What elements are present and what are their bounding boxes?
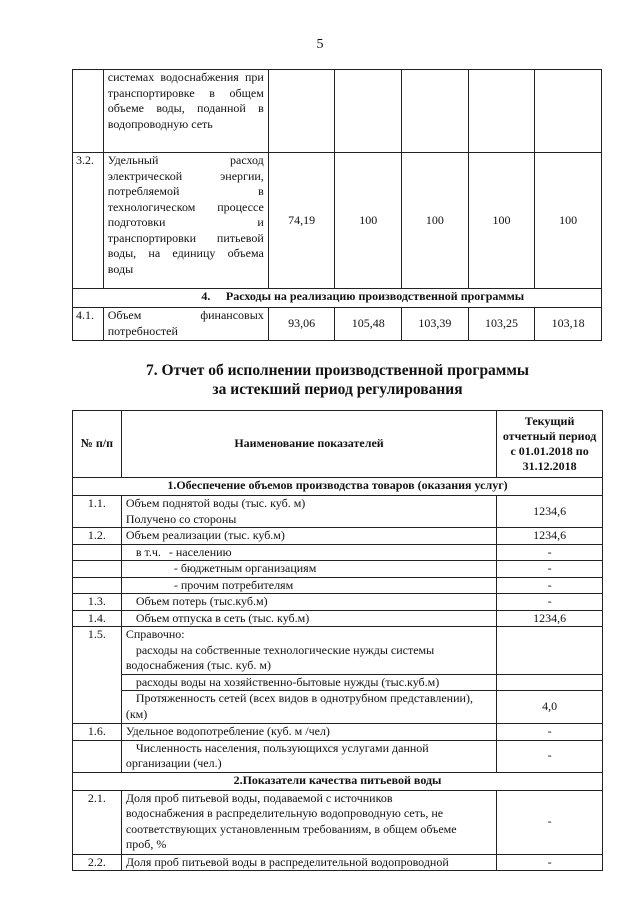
indicator-name: Объем финансовых потребностей (103, 308, 268, 341)
header-name: Наименование показателей (121, 411, 496, 478)
row-number (73, 70, 104, 153)
row-number: 3.2. (73, 153, 104, 289)
table-row (73, 724, 603, 741)
row-number: 1.1. (73, 496, 122, 528)
value-cell: 105,48 (335, 308, 402, 341)
table-row (73, 496, 603, 528)
indicator-name: системах водоснабжения при транспортировке в общем объеме воды, поданной в водопроводную сеть (103, 70, 268, 153)
indicator-name (121, 544, 496, 561)
table-row (73, 854, 603, 871)
indicator-prefix: в т.ч. (135, 544, 161, 559)
table-row (73, 153, 602, 289)
indicator-name (121, 496, 496, 528)
indicator-name: Численность населения, пользующихся услугами данной организации (чел.) (121, 740, 496, 772)
value-cell: 1234,6 (497, 528, 603, 545)
indicator-line: Справочно: (125, 627, 185, 641)
section-heading (0, 361, 640, 399)
section-number: 4. (201, 289, 211, 303)
table-row (73, 544, 603, 561)
table-row (73, 308, 602, 341)
value-cell: - (497, 544, 603, 561)
value-cell: - (497, 790, 603, 854)
heading-line-1: 7. Отчет об исполнении производственной программы (145, 362, 530, 379)
value-cell: 103,25 (468, 308, 535, 341)
header-number: № п/п (73, 411, 122, 478)
value-cell: - (497, 854, 603, 871)
value-cell: - (497, 561, 603, 578)
indicator-name: Доля проб питьевой воды в распределительной водопроводной (121, 854, 496, 871)
indicator-sub: - населению (168, 544, 232, 559)
table-row (73, 627, 603, 675)
table-row (73, 674, 603, 691)
row-number: 2.2. (73, 854, 122, 871)
heading-line-2: за истекший период регулирования (212, 381, 463, 398)
value-cell: 100 (535, 153, 602, 289)
value-cell: - (497, 594, 603, 611)
value-cell: - (497, 724, 603, 741)
indicator-name: Объем потерь (тыс.куб.м) (121, 594, 496, 611)
report-table (72, 410, 603, 871)
value-cell: 100 (468, 153, 535, 289)
value-cell: - (497, 740, 603, 772)
table-row (73, 691, 603, 724)
indicator-name: расходы воды на хозяйственно-бытовые нужды (тыс.куб.м) (121, 674, 496, 691)
table-row (73, 70, 602, 153)
header-period: Текущий отчетный период с 01.01.2018 по 31.12.2018 (497, 411, 603, 478)
row-number: 1.2. (73, 528, 122, 545)
indicator-line: расходы на собственные технологические нужды системы водоснабжения (тыс. куб. м) (125, 642, 435, 672)
indicator-name: Доля проб питьевой воды, подаваемой с источников водоснабжения в распределительную водопроводную сеть, не соответствующих установленным требованиям, в общем объеме проб, % (121, 790, 496, 854)
row-number: 4.1. (73, 308, 104, 341)
value-cell: 100 (402, 153, 469, 289)
page-number: 5 (316, 37, 324, 52)
value-cell: 1234,6 (497, 610, 603, 627)
section-title: 1.Обеспечение объемов производства товаров (оказания услуг) (73, 478, 603, 496)
table-row (73, 790, 603, 854)
indicators-table-continued (72, 69, 602, 341)
section-row (73, 478, 603, 496)
value-cell: 103,18 (535, 308, 602, 341)
value-cell: - (497, 577, 603, 594)
indicator-name: Объем отпуска в сеть (тыс. куб.м) (121, 610, 496, 627)
section-title: 2.Показатели качества питьевой воды (73, 772, 603, 790)
indicator-name: Объем реализации (тыс. куб.м) (121, 528, 496, 545)
value-cell: 100 (335, 153, 402, 289)
indicator-line: Получено со стороны (125, 511, 237, 526)
section-row (73, 289, 602, 308)
row-number: 1.3. (73, 594, 122, 611)
table-row (73, 594, 603, 611)
value-cell: 1234,6 (497, 496, 603, 528)
table-row (73, 610, 603, 627)
value-cell: 4,0 (497, 691, 603, 724)
indicator-name: Удельное водопотребление (куб. м /чел) (121, 724, 496, 741)
row-number: 1.6. (73, 724, 122, 741)
table-row (73, 577, 603, 594)
row-number: 1.5. (73, 627, 122, 724)
indicator-name: - прочим потребителям (121, 577, 496, 594)
indicator-name: Протяженность сетей (всех видов в однотрубном представлении), (км) (121, 691, 496, 724)
indicator-name: - бюджетным организациям (121, 561, 496, 578)
value-cell: 93,06 (268, 308, 335, 341)
value-cell: 74,19 (268, 153, 335, 289)
row-number: 1.4. (73, 610, 122, 627)
header-row (73, 411, 603, 478)
indicator-line: Объем поднятой воды (тыс. куб. м) (125, 496, 306, 510)
row-number: 2.1. (73, 790, 122, 854)
value-cell: 103,39 (402, 308, 469, 341)
indicator-name (121, 627, 496, 675)
section-title: Расходы на реализацию производственной программы (225, 289, 525, 303)
table-row (73, 528, 603, 545)
section-row (73, 772, 603, 790)
table-row (73, 740, 603, 772)
table-row (73, 561, 603, 578)
indicator-name: Удельный расход электрической энергии, потребляемой в технологическом процессе подготовки и транспортировки питьевой воды, на единицу объема воды (103, 153, 268, 289)
